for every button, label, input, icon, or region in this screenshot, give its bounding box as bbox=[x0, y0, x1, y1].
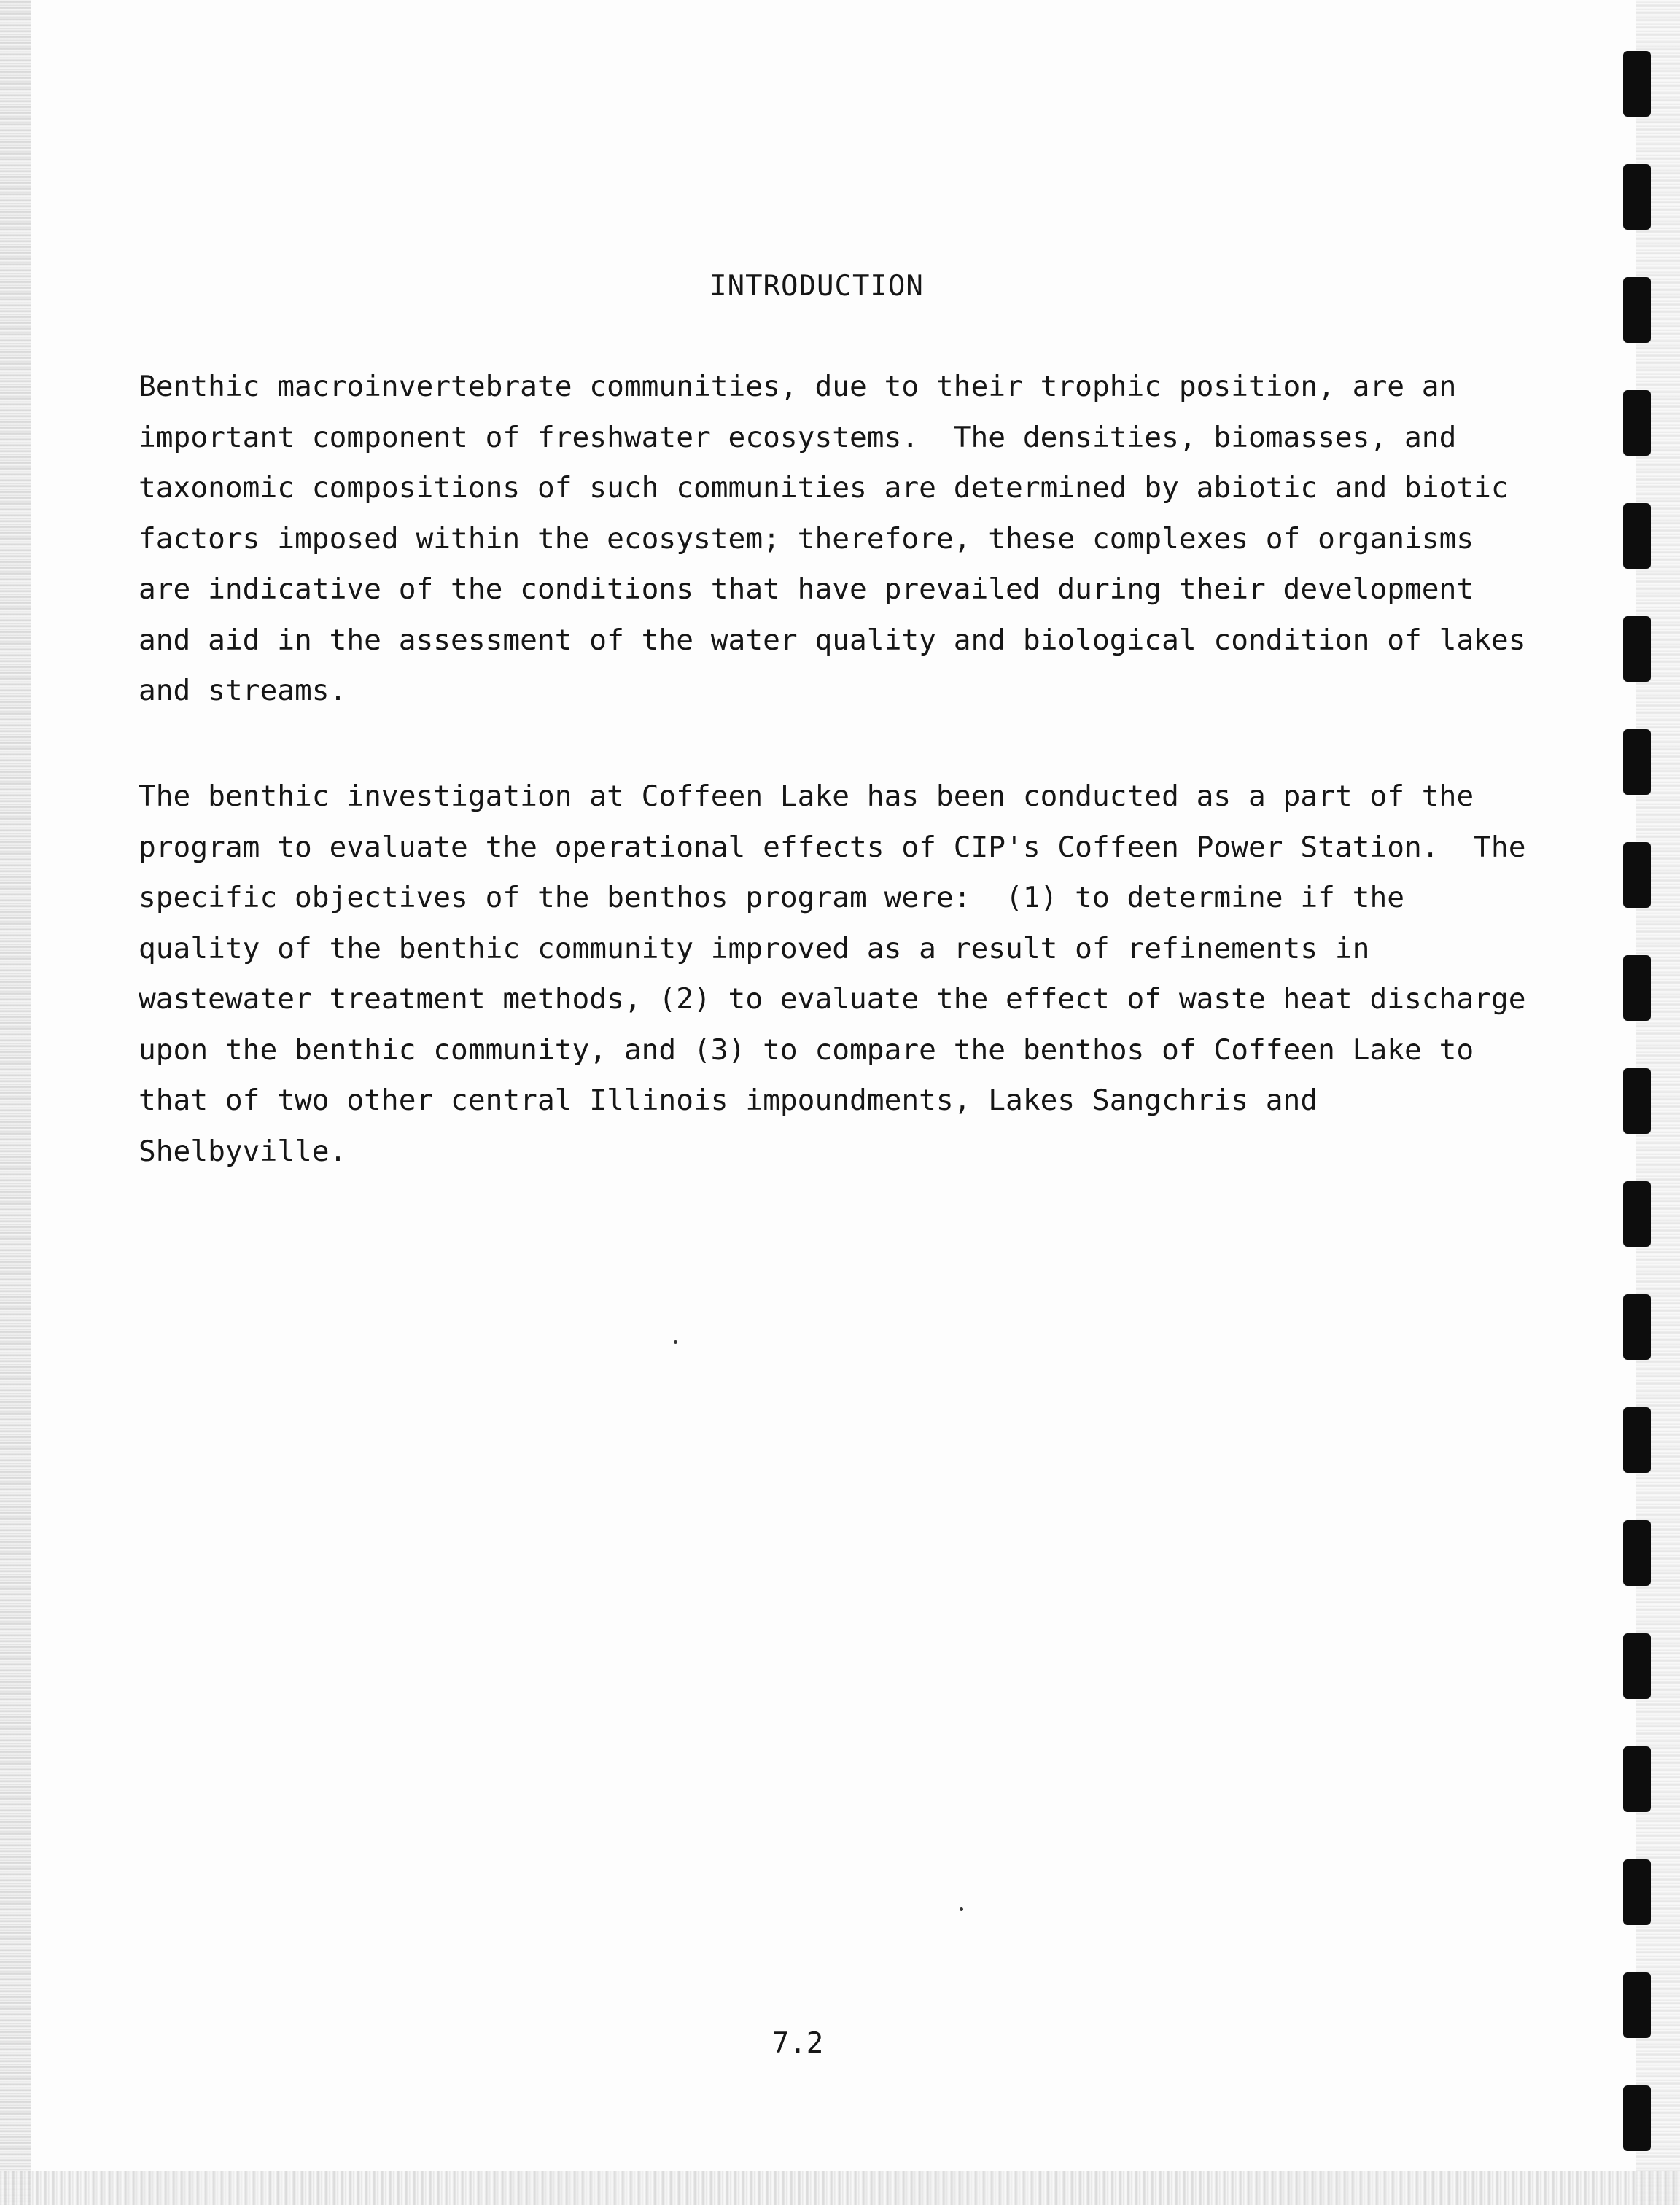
paragraph-2 bbox=[139, 771, 1526, 1177]
binding-hole bbox=[1623, 616, 1651, 682]
binding-hole bbox=[1623, 390, 1651, 456]
paragraph-1 bbox=[139, 362, 1526, 717]
text-line: taxonomic compositions of such communities are determined by abiotic and biotic bbox=[139, 471, 1509, 505]
binding-hole bbox=[1623, 1972, 1651, 2038]
scan-edge-left bbox=[0, 0, 31, 2205]
scan-speck bbox=[960, 1908, 963, 1911]
scan-edge-bottom bbox=[0, 2171, 1680, 2205]
text-line: Shelbyville. bbox=[139, 1134, 347, 1168]
scan-speck bbox=[674, 1340, 677, 1344]
binding-hole bbox=[1623, 1068, 1651, 1134]
text-line: and streams. bbox=[139, 674, 347, 707]
text-line: The benthic investigation at Coffeen Lake has been conducted as a part of the bbox=[139, 779, 1474, 813]
binding-hole bbox=[1623, 1294, 1651, 1360]
text-line: upon the benthic community, and (3) to compare the benthos of Coffeen Lake to bbox=[139, 1032, 1474, 1067]
binding-hole bbox=[1623, 1633, 1651, 1699]
binding-hole bbox=[1623, 503, 1651, 569]
text-line: factors imposed within the ecosystem; therefore, these complexes of organisms bbox=[139, 521, 1474, 556]
page-number: 7.2 bbox=[771, 2027, 824, 2060]
binding-hole bbox=[1623, 729, 1651, 795]
text-line: quality of the benthic community improved as a result of refinements in bbox=[139, 931, 1370, 965]
binding-hole bbox=[1623, 1746, 1651, 1812]
text-line: Benthic macroinvertebrate communities, due to their trophic position, are an bbox=[139, 370, 1457, 403]
binding-hole bbox=[1623, 164, 1651, 230]
text-line: and aid in the assessment of the water quality and biological condition of lakes bbox=[139, 623, 1526, 657]
section-title: INTRODUCTION bbox=[709, 270, 924, 303]
binding-hole bbox=[1623, 1407, 1651, 1473]
text-line: are indicative of the conditions that have prevailed during their development bbox=[139, 572, 1474, 606]
binding-hole bbox=[1623, 1181, 1651, 1247]
binding-hole bbox=[1623, 955, 1651, 1021]
text-line: specific objectives of the benthos program were: (1) to determine if the bbox=[139, 881, 1405, 914]
binding-hole bbox=[1623, 1520, 1651, 1586]
binding-holes bbox=[1623, 51, 1652, 2180]
binding-hole bbox=[1623, 51, 1651, 117]
text-line: that of two other central Illinois impoundments, Lakes Sangchris and bbox=[139, 1084, 1318, 1117]
text-line: program to evaluate the operational effects of CIP's Coffeen Power Station. The bbox=[139, 830, 1526, 864]
text-line: wastewater treatment methods, (2) to evaluate the effect of waste heat discharge bbox=[139, 982, 1526, 1016]
binding-hole bbox=[1623, 1859, 1651, 1925]
text-line: important component of freshwater ecosystems. The densities, biomasses, and bbox=[139, 420, 1457, 454]
binding-hole bbox=[1623, 842, 1651, 908]
binding-hole bbox=[1623, 2085, 1651, 2151]
